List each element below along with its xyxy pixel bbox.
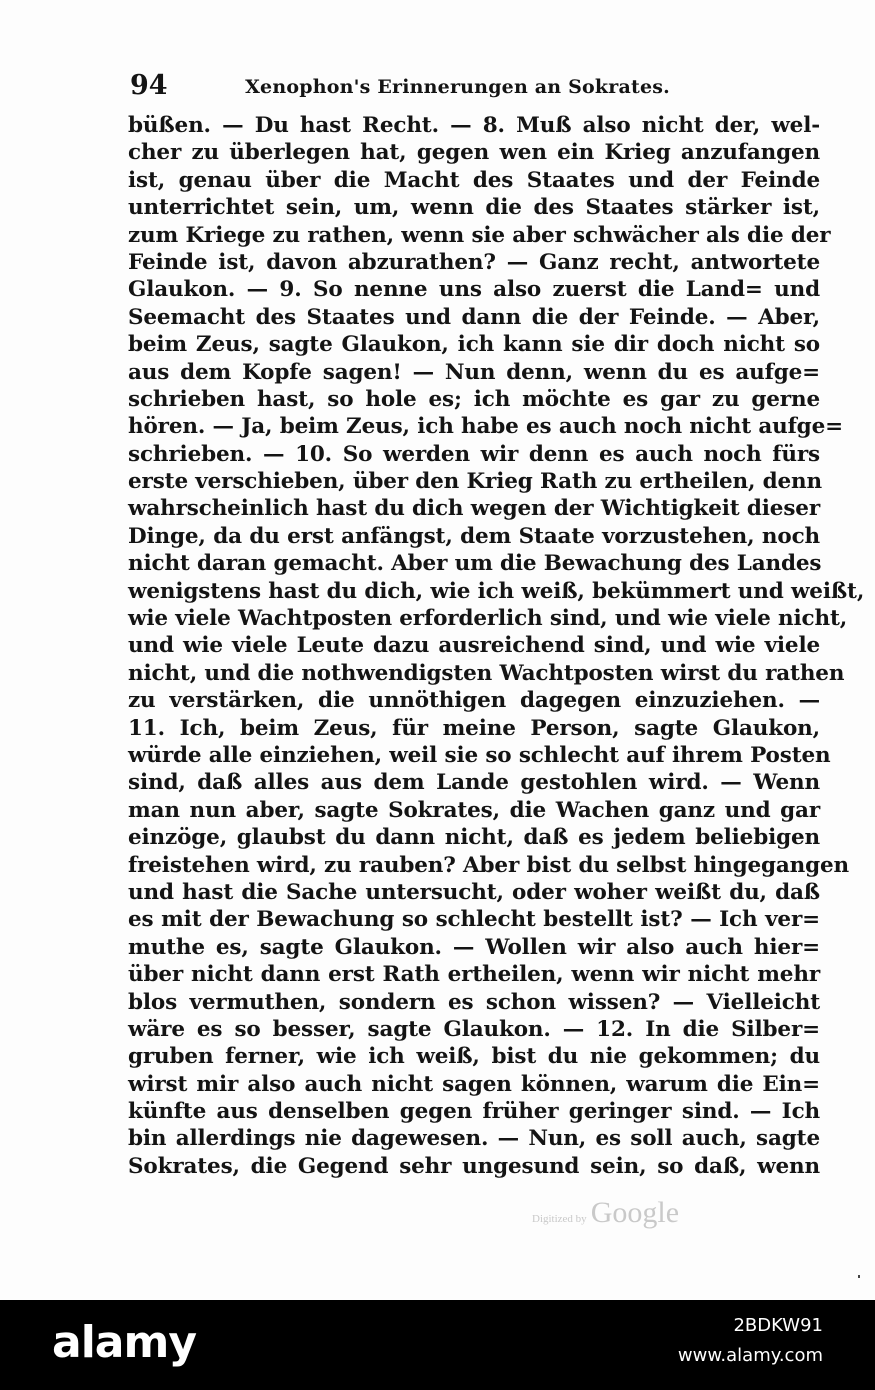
text-line: zu verstärken, die unnöthigen dagegen einzuziehen. — — [128, 688, 820, 714]
text-line: über nicht dann erst Rath ertheilen, wenn wir nicht mehr — [128, 962, 820, 988]
text-line: Sokrates, die Gegend sehr ungesund sein, so daß, wenn — [128, 1153, 820, 1179]
text-line: wahrscheinlich hast du dich wegen der Wichtigkeit dieser — [128, 496, 820, 522]
text-line: hören. — Ja, beim Zeus, ich habe es auch noch nicht aufge= — [128, 414, 843, 440]
text-line: aus dem Kopfe sagen! — Nun denn, wenn du es aufge= — [128, 359, 820, 385]
text-line: nicht, und die nothwendigsten Wachtposten wirst du rathen — [128, 660, 845, 686]
image-id: 2BDKW91 — [733, 1315, 823, 1336]
text-line: wäre es so besser, sagte Glaukon. — 12. In die Silber= — [128, 1016, 820, 1042]
page-header — [130, 70, 670, 102]
google-logo: Google — [590, 1196, 680, 1229]
text-line: Feinde ist, davon abzurathen? — Ganz recht, antwortete — [128, 249, 820, 275]
page-number: 94 — [130, 70, 168, 101]
text-line: Seemacht des Staates und dann die der Feinde. — Aber, — [128, 304, 820, 330]
text-line: wirst mir also auch nicht sagen können, warum die Ein= — [128, 1071, 820, 1097]
text-line: schrieben. — 10. So werden wir denn es auch noch fürs — [128, 441, 820, 467]
text-line: cher zu überlegen hat, gegen wen ein Krieg anzufangen — [128, 140, 820, 166]
text-line: zum Kriege zu rathen, wenn sie aber schwächer als die der — [128, 222, 831, 248]
text-line: gruben ferner, wie ich weiß, bist du nie gekommen; du — [128, 1044, 820, 1070]
text-line: schrieben hast, so hole es; ich möchte es gar zu gerne — [128, 386, 820, 412]
text-line: Glaukon. — 9. So nenne uns also zuerst die Land= und — [128, 277, 820, 303]
text-line: und wie viele Leute dazu ausreichend sind, und wie viele — [128, 633, 820, 659]
text-line: künfte aus denselben gegen früher geringer sind. — Ich — [128, 1099, 820, 1125]
body-text — [128, 112, 865, 1180]
text-line: ist, genau über die Macht des Staates und der Feinde — [128, 167, 820, 193]
text-line: unterrichtet sein, um, wenn die des Staates stärker ist, — [128, 195, 820, 221]
text-line: wie viele Wachtposten erforderlich sind, und wie viele nicht, — [128, 606, 848, 632]
text-line: bin allerdings nie dagewesen. — Nun, es soll auch, sagte — [128, 1126, 820, 1152]
digitized-by-label: Digitized by — [532, 1213, 587, 1225]
text-line: büßen. — Du hast Recht. — 8. Muß also nicht der, wel- — [128, 113, 820, 138]
text-line: muthe es, sagte Glaukon. — Wollen wir also auch hier= — [128, 934, 820, 960]
text-line: 11. Ich, beim Zeus, für meine Person, sagte Glaukon, — [128, 715, 820, 741]
text-line: einzöge, glaubst du dann nicht, daß es jedem beliebigen — [128, 825, 820, 851]
text-line: wenigstens hast du dich, wie ich weiß, bekümmert und weißt, — [128, 578, 865, 604]
text-line: erste verschieben, über den Krieg Rath zu ertheilen, denn — [128, 469, 823, 495]
alamy-logo: alamy — [52, 1317, 196, 1368]
text-line: beim Zeus, sagte Glaukon, ich kann sie dir doch nicht so — [128, 332, 820, 358]
site-url: www.alamy.com — [677, 1345, 823, 1366]
google-watermark — [532, 1196, 679, 1230]
text-line: es mit der Bewachung so schlecht bestellt ist? — Ich ver= — [128, 907, 820, 933]
text-line: Dinge, da du erst anfängst, dem Staate vorzustehen, noch — [128, 523, 820, 549]
running-head: Xenophon's Erinnerungen an Sokrates. — [245, 76, 670, 98]
text-line: würde alle einziehen, weil sie so schlecht auf ihrem Posten — [128, 742, 831, 768]
text-line: nicht daran gemacht. Aber um die Bewachung des Landes — [128, 551, 822, 577]
stock-footer-bar — [0, 1300, 875, 1390]
text-line: freistehen wird, zu rauben? Aber bist du selbst hingegangen — [128, 852, 850, 878]
page-speck — [858, 1275, 860, 1278]
text-line: blos vermuthen, sondern es schon wissen? — Vielleicht — [128, 989, 820, 1015]
text-line: sind, daß alles aus dem Lande gestohlen wird. — Wenn — [128, 770, 820, 796]
text-line: man nun aber, sagte Sokrates, die Wachen ganz und gar — [128, 797, 820, 823]
text-line: und hast die Sache untersucht, oder woher weißt du, daß — [128, 879, 820, 905]
